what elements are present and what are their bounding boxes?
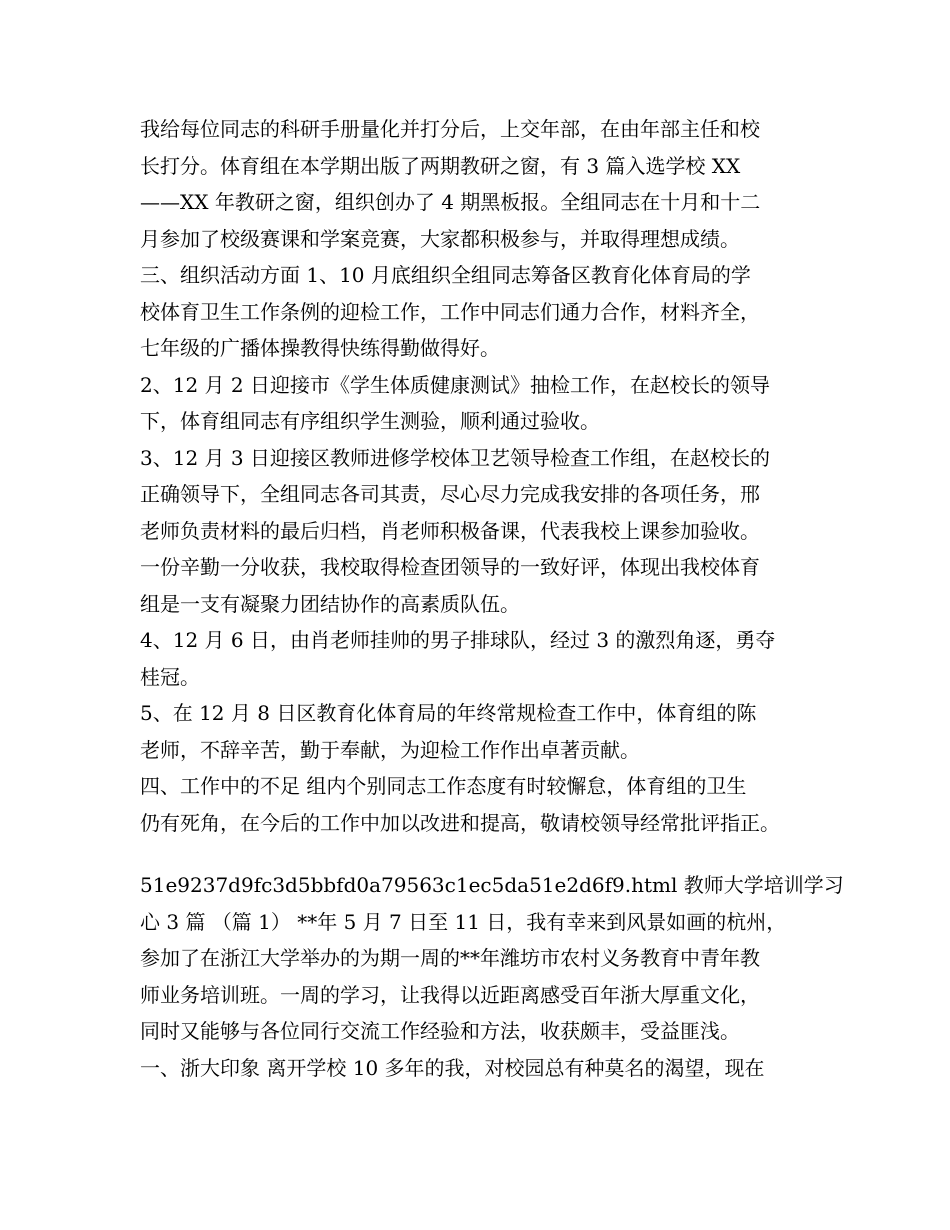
text-line: 正确领导下，全组同志各司其责，尽心尽力完成我安排的各项任务，邢 (140, 482, 760, 506)
section-1-text (140, 111, 840, 841)
text-line: 长打分。体育组在本学期出版了两期教研之窗，有 3 篇入选学校 XX (140, 153, 741, 178)
text-line: 心 3 篇 （篇 1） **年 5 月 7 日至 11 日，我有幸来到风景如画的杭州， (140, 909, 787, 934)
text-line: 2、12 月 2 日迎接市《学生体质健康测试》抽检工作，在赵校长的领导 (140, 372, 770, 397)
text-line: ——XX 年教研之窗，组织创办了 4 期黑板报。全组同志在十月和十二 (140, 190, 761, 214)
text-line: 三、组织活动方面 1、10 月底组织全组同志筹备区教育化体育局的学 (140, 263, 751, 287)
section-2-text (140, 867, 844, 1086)
text-line: 七年级的广播体操教得快练得勤做得好。 (140, 336, 500, 360)
text-line: 师业务培训班。一周的学习，让我得以近距离感受百年浙大厚重文化， (140, 982, 760, 1007)
text-line: 3、12 月 3 日迎接区教师进修学校体卫艺领导检查工作组，在赵校长的 (140, 445, 770, 470)
text-line: 仍有死角，在今后的工作中加以改进和提高，敬请校领导经常批评指正。 (140, 810, 780, 835)
text-line: 月参加了校级赛课和学案竞赛，大家都积极参与，并取得理想成绩。 (140, 226, 740, 251)
text-line: 一份辛勤一分收获，我校取得检查团领导的一致好评，体现出我校体育 (140, 555, 760, 579)
text-line: 组是一支有凝聚力团结协作的高素质队伍。 (140, 591, 520, 616)
text-line: 一、浙大印象 离开学校 10 多年的我，对校园总有种莫名的渴望，现在 (140, 1055, 765, 1080)
text-line: 我给每位同志的科研手册量化并打分后，上交年部，在由年部主任和校 (140, 117, 760, 141)
text-line: 桂冠。 (140, 664, 200, 689)
text-line: 老师，不辞辛苦，勤于奉献，为迎检工作作出卓著贡献。 (140, 737, 640, 762)
text-line: 下，体育组同志有序组织学生测验，顺利通过验收。 (140, 409, 600, 433)
text-line: 四、工作中的不足 组内个别同志工作态度有时较懈怠，体育组的卫生 (140, 774, 747, 798)
text-line: 同时又能够与各位同行交流工作经验和方法，收获颇丰，受益匪浅。 (140, 1019, 740, 1043)
text-line: 51e9237d9fc3d5bbfd0a79563c1ec5da51e2d6f9.html 教师大学培训学习 (140, 873, 844, 897)
text-line: 老师负责材料的最后归档，肖老师积极备课，代表我校上课参加验收。 (140, 518, 760, 543)
text-line: 参加了在浙江大学举办的为期一周的**年潍坊市农村义务教育中青年教 (140, 946, 760, 970)
text-line: 校体育卫生工作条例的迎检工作，工作中同志们通力合作，材料齐全， (140, 299, 760, 324)
text-line: 4、12 月 6 日，由肖老师挂帅的男子排球队，经过 3 的激烈角逐，勇夺 (140, 628, 776, 652)
text-line: 5、在 12 月 8 日区教育化体育局的年终常规检查工作中，体育组的陈 (140, 701, 757, 725)
